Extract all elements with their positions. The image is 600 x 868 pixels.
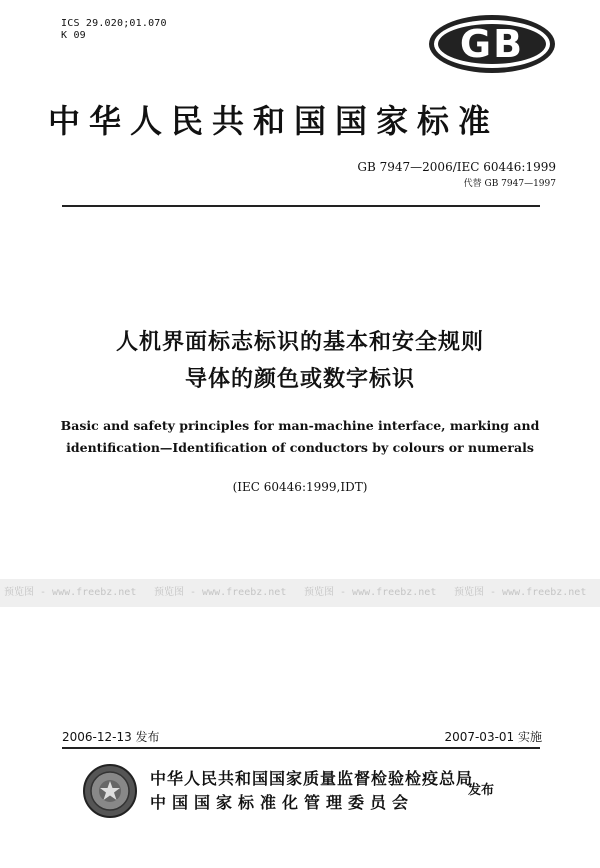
issue-date: 2006-12-13 发布 [62, 730, 160, 744]
standard-number: GB 7947—2006/IEC 60446:1999 [357, 160, 556, 174]
gb-logo-text: GB [459, 22, 525, 66]
english-title-line-1: Basic and safety principles for man-machine interface, marking and [60, 418, 540, 433]
publish-label: 发布 [468, 783, 495, 798]
issuer-line-2: 中国国家标准化管理委员会 [150, 793, 415, 812]
top-divider [62, 205, 540, 207]
english-title-line-2: identification—Identification of conductors by colours or numerals [66, 440, 534, 455]
watermark-text: 预览图 - www.freebz.net [454, 587, 587, 598]
watermark-text: 预览图 - www.freebz.net [4, 587, 137, 598]
iec-equivalence: (IEC 60446:1999,IDT) [232, 480, 368, 494]
gb-logo [428, 14, 556, 74]
replaces-standard: 代替 GB 7947—1997 [463, 179, 556, 189]
ics-code-block [61, 18, 167, 42]
chinese-title-line-1: 人机界面标志标识的基本和安全规则 [115, 330, 484, 355]
watermark-band [0, 579, 600, 607]
watermark-text: 预览图 - www.freebz.net [154, 587, 287, 598]
bottom-divider [62, 747, 540, 749]
seal-icon [82, 763, 138, 819]
implementation-date: 2007-03-01 实施 [444, 730, 542, 744]
chinese-title-line-2: 导体的颜色或数字标识 [184, 367, 415, 392]
ics-code: ICS 29.020;01.070 [61, 18, 167, 29]
issuer-line-1: 中华人民共和国国家质量监督检验检疫总局 [150, 769, 474, 788]
standard-type: 中华人民共和国国家标准 [48, 102, 500, 140]
category-code: K 09 [61, 30, 86, 41]
watermark-text: 预览图 - www.freebz.net [304, 587, 437, 598]
